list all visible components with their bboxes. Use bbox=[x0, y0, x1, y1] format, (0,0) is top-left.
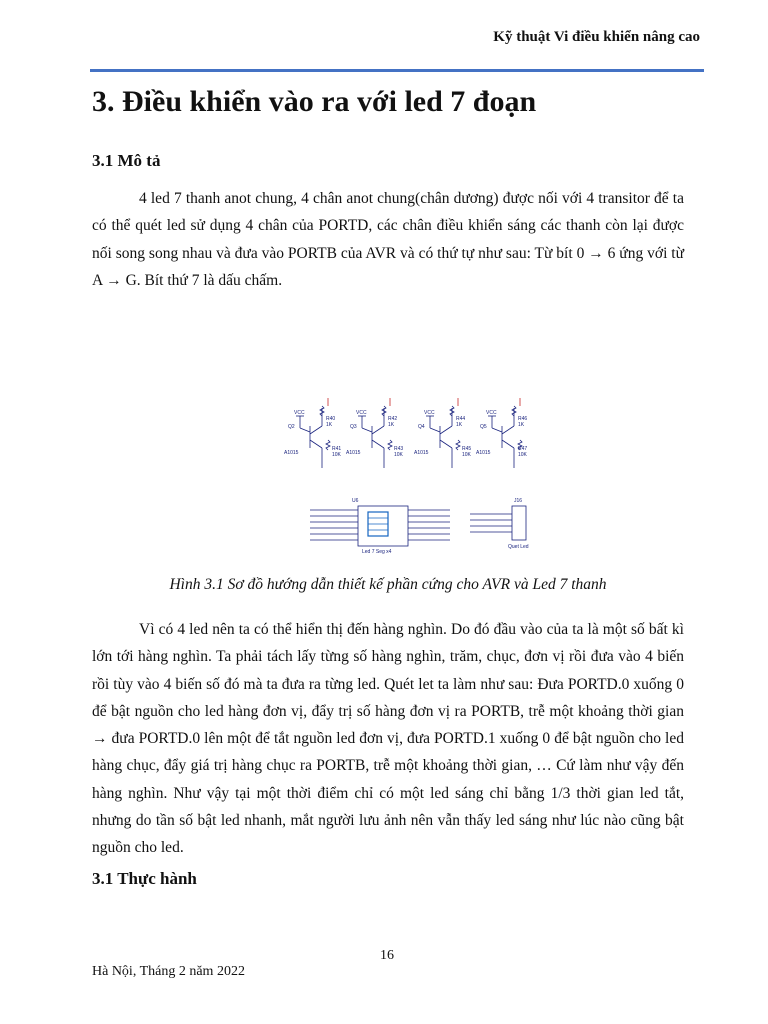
circuit-schematic bbox=[280, 388, 538, 556]
resistor-r41-value: 10K bbox=[332, 452, 341, 458]
transistor-q3-label: Q3 bbox=[350, 424, 357, 430]
resistor-r44-label: R44 bbox=[456, 416, 466, 422]
paragraph-description: 4 led 7 thanh anot chung, 4 chân anot chung(chân dương) được nối với 4 transitor để ta có thể quét led sử dụng 4 chân của PORTD, các chân điều khiển sáng các thanh còn lại được nối song song nhau và đưa vào PORTB của AVR và có thứ tự như sau: Từ bít 0 → 6 ứng với từ A → G. Bít thứ 7 là dấu chấm. bbox=[92, 190, 684, 289]
resistor-r43-label: R43 bbox=[394, 446, 404, 452]
transistor-model-label-3: A1015 bbox=[414, 450, 429, 456]
header-rule bbox=[90, 69, 704, 72]
resistor-r47-value: 10K bbox=[518, 452, 527, 458]
transistor-model-label-2: A1015 bbox=[346, 450, 361, 456]
resistor-r47-label: R47 bbox=[518, 446, 528, 452]
footer-location-date: Hà Nội, Tháng 2 năm 2022 bbox=[92, 964, 245, 979]
resistor-r45-value: 10K bbox=[462, 452, 471, 458]
page-number: 16 bbox=[380, 948, 394, 963]
resistor-r40-label: R40 bbox=[326, 416, 336, 422]
transistor-model-label-1: A1015 bbox=[284, 450, 299, 456]
resistor-r46-label: R46 bbox=[518, 416, 528, 422]
transistor-model-label-4: A1015 bbox=[476, 450, 491, 456]
resistor-r43-value: 10K bbox=[394, 452, 403, 458]
resistor-r40-value: 1K bbox=[326, 422, 333, 428]
section-heading: 3. Điều khiển vào ra với led 7 đoạn bbox=[92, 85, 537, 118]
vcc-label-4: VCC bbox=[486, 410, 497, 416]
resistor-r44-value: 1K bbox=[456, 422, 463, 428]
subsection-heading-description: 3.1 Mô tả bbox=[92, 151, 161, 170]
resistor-r42-value: 1K bbox=[388, 422, 395, 428]
vcc-label-2: VCC bbox=[356, 410, 367, 416]
running-header: Kỹ thuật Vi điều khiển nâng cao bbox=[493, 29, 700, 45]
chip-u6-label: U6 bbox=[352, 498, 359, 504]
resistor-r42-label: R42 bbox=[388, 416, 398, 422]
vcc-label-1: VCC bbox=[294, 410, 305, 416]
transistor-q5-label: Q5 bbox=[480, 424, 487, 430]
figure-caption: Hình 3.1 Sơ đồ hướng dẫn thiết kế phần cứng cho AVR và Led 7 thanh bbox=[169, 576, 607, 593]
seven-seg-label: Led 7 Seg x4 bbox=[362, 549, 392, 555]
resistor-r46-value: 1K bbox=[518, 422, 525, 428]
paragraph-explanation: Vì có 4 led nên ta có thể hiển thị đến hàng nghìn. Do đó đầu vào của ta là một số bất kì lớn tới hàng nghìn. Ta phải tách lấy từng số hàng nghìn, trăm, chục, đơn vị rồi đưa vào 4 biến rồi tùy vào 4 biến số đó mà ta đưa ra từng led. Quét let ta làm như sau: Đưa PORTD.0 xuống 0 để bật nguồn cho led hàng đơn vị, đẩy trị số hàng đơn vị ra PORTB, trễ một khoảng thời gian → đưa PORTD.0 lên một để tắt nguồn led đơn vị, đưa PORTD.1 xuống 0 để bật nguồn cho led hàng chục, đẩy giá trị hàng chục ra PORTB, trễ một khoảng thời gian, … Cứ làm như vậy đến hàng nghìn. Như vậy tại một thời điểm chỉ có một led sáng chỉ bằng 1/3 thời gian led tắt, nhưng do tần số bật led nhanh, mắt người lưu ảnh nên vẫn thấy led sáng như lúc nào cũng bật nguồn cho led. bbox=[92, 621, 684, 857]
connector-j16-caption: Quet Led bbox=[508, 544, 529, 550]
schematic-figure bbox=[280, 388, 538, 556]
transistor-q2-label: Q2 bbox=[288, 424, 295, 430]
transistor-q4-label: Q4 bbox=[418, 424, 425, 430]
connector-j16-label: J16 bbox=[514, 498, 523, 504]
resistor-r41-label: R41 bbox=[332, 446, 342, 452]
resistor-r45-label: R45 bbox=[462, 446, 472, 452]
vcc-label-3: VCC bbox=[424, 410, 435, 416]
subsection-heading-practice: 3.1 Thực hành bbox=[92, 869, 197, 888]
